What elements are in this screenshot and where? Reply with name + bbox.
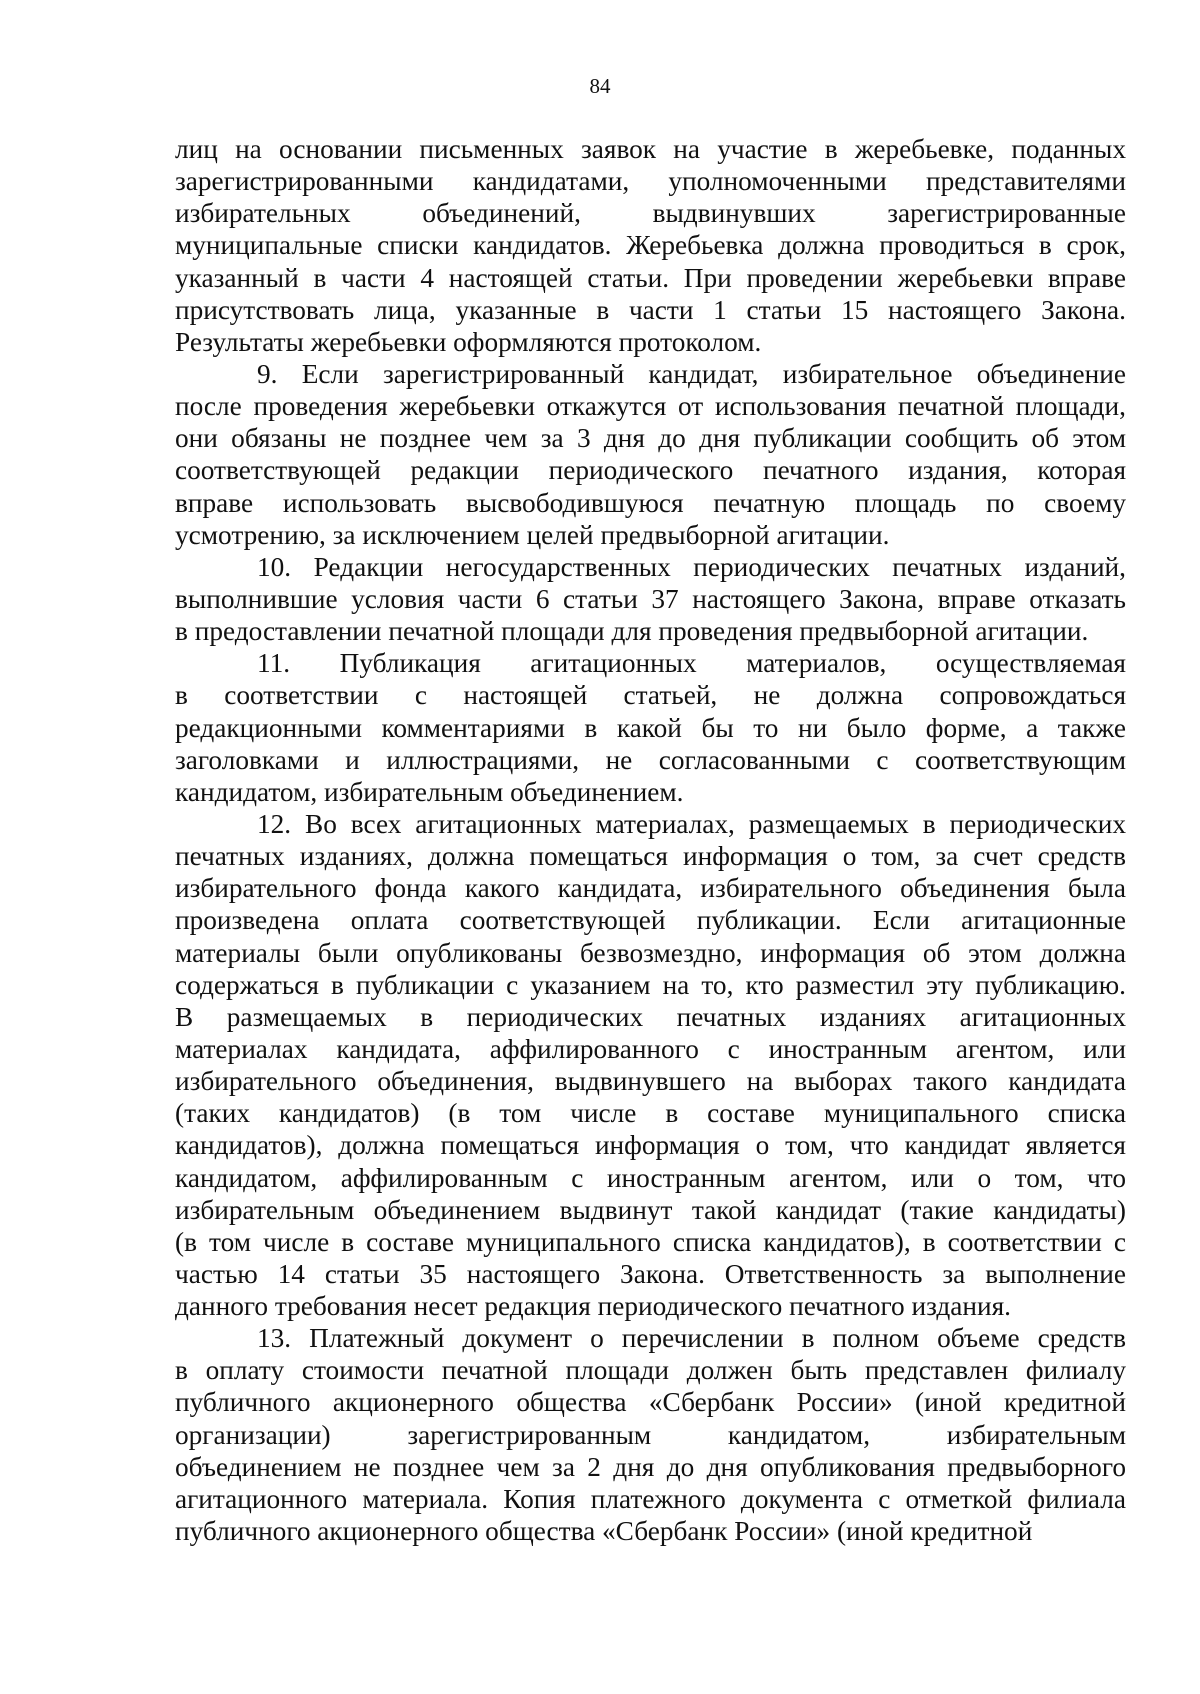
text-line: соответствующей редакции периодического печатного издания, которая [175, 455, 1126, 486]
text-line: избирательного объединения, выдвинувшего на выборах такого кандидата [175, 1066, 1126, 1097]
text-line: 13. Платежный документ о перечислении в полном объеме средств [257, 1323, 1126, 1354]
text-line: 10. Редакции негосударственных периодических печатных изданий, [257, 551, 1126, 582]
text-line: избирательного фонда какого кандидата, избирательного объединения была [175, 873, 1126, 904]
paragraph [175, 647, 1126, 808]
text-line: 12. Во всех агитационных материалах, размещаемых в периодических [257, 808, 1126, 839]
text-line: 9. Если зарегистрированный кандидат, избирательное объединение [257, 358, 1126, 389]
text-line: кандидатом, аффилированным с иностранным агентом, или о том, что [175, 1162, 1126, 1193]
text-line: кандидатов), должна помещаться информация о том, что кандидат является [175, 1130, 1126, 1161]
text-line: они обязаны не позднее чем за 3 дня до дня публикации сообщить об этом [175, 423, 1126, 454]
text-line: усмотрению, за исключением целей предвыборной агитации. [175, 519, 890, 550]
text-line: Результаты жеребьевки оформляются протоколом. [175, 326, 762, 357]
text-line: после проведения жеребьевки откажутся от использования печатной площади, [175, 391, 1126, 422]
text-line: (таких кандидатов) (в том числе в составе муниципального списка [175, 1098, 1126, 1129]
text-line: публичного акционерного общества «Сбербанк России» (иной кредитной [175, 1516, 1033, 1547]
text-line: организации) зарегистрированным кандидатом, избирательным [175, 1419, 1126, 1450]
text-line: (в том числе в составе муниципального списка кандидатов), в соответствии с [175, 1226, 1126, 1257]
paragraph [175, 551, 1126, 647]
text-line: материалы были опубликованы безвозмездно, информация об этом должна [175, 937, 1126, 968]
text-line: присутствовать лица, указанные в части 1 статьи 15 настоящего Закона. [175, 294, 1126, 325]
text-line: избирательных объединений, выдвинувших зарегистрированные [175, 198, 1126, 229]
paragraph [175, 133, 1126, 358]
text-line: частью 14 статьи 35 настоящего Закона. Ответственность за выполнение [175, 1258, 1126, 1289]
text-line: печатных изданиях, должна помещаться информация о том, за счет средств [175, 841, 1126, 872]
paragraph [175, 808, 1126, 1322]
text-line: вправе использовать высвободившуюся печатную площадь по своему [175, 487, 1126, 518]
text-line: лиц на основании письменных заявок на участие в жеребьевке, поданных [175, 134, 1126, 164]
text-line: в соответствии с настоящей статьей, не должна сопровождаться [175, 680, 1126, 711]
text-line: материалах кандидата, аффилированного с иностранным агентом, или [175, 1033, 1126, 1064]
text-line: публичного акционерного общества «Сбербанк России» (иной кредитной [175, 1387, 1126, 1418]
text-line: произведена оплата соответствующей публикации. Если агитационные [175, 905, 1126, 936]
page-number: 84 [589, 74, 611, 98]
text-line: объединением не позднее чем за 2 дня до дня опубликования предвыборного [175, 1451, 1126, 1482]
text-line: агитационного материала. Копия платежного документа с отметкой филиала [175, 1483, 1126, 1514]
text-line: содержаться в публикации с указанием на то, кто разместил эту публикацию. [175, 969, 1126, 1000]
text-line: кандидатом, избирательным объединением. [175, 776, 684, 807]
document-body [175, 133, 1126, 1547]
text-line: указанный в части 4 настоящей статьи. При проведении жеребьевки вправе [175, 262, 1126, 293]
paragraph [175, 358, 1126, 551]
text-line: В размещаемых в периодических печатных изданиях агитационных [175, 1001, 1126, 1032]
text-line: в оплату стоимости печатной площади должен быть представлен филиалу [175, 1355, 1126, 1386]
text-line: редакционными комментариями в какой бы то ни было форме, а также [175, 712, 1126, 743]
text-line: в предоставлении печатной площади для проведения предвыборной агитации. [175, 616, 1089, 647]
text-line: муниципальные списки кандидатов. Жеребьевка должна проводиться в срок, [175, 230, 1126, 261]
text-line: заголовками и иллюстрациями, не согласованными с соответствующим [175, 744, 1126, 775]
text-line: 11. Публикация агитационных материалов, осуществляемая [257, 648, 1126, 679]
text-line: выполнившие условия части 6 статьи 37 настоящего Закона, вправе отказать [175, 583, 1126, 614]
text-line: зарегистрированными кандидатами, уполномоченными представителями [175, 166, 1126, 197]
paragraph [175, 1322, 1126, 1547]
text-line: данного требования несет редакция периодического печатного издания. [175, 1291, 1011, 1322]
text-line: избирательным объединением выдвинут такой кандидат (такие кандидаты) [175, 1194, 1126, 1225]
